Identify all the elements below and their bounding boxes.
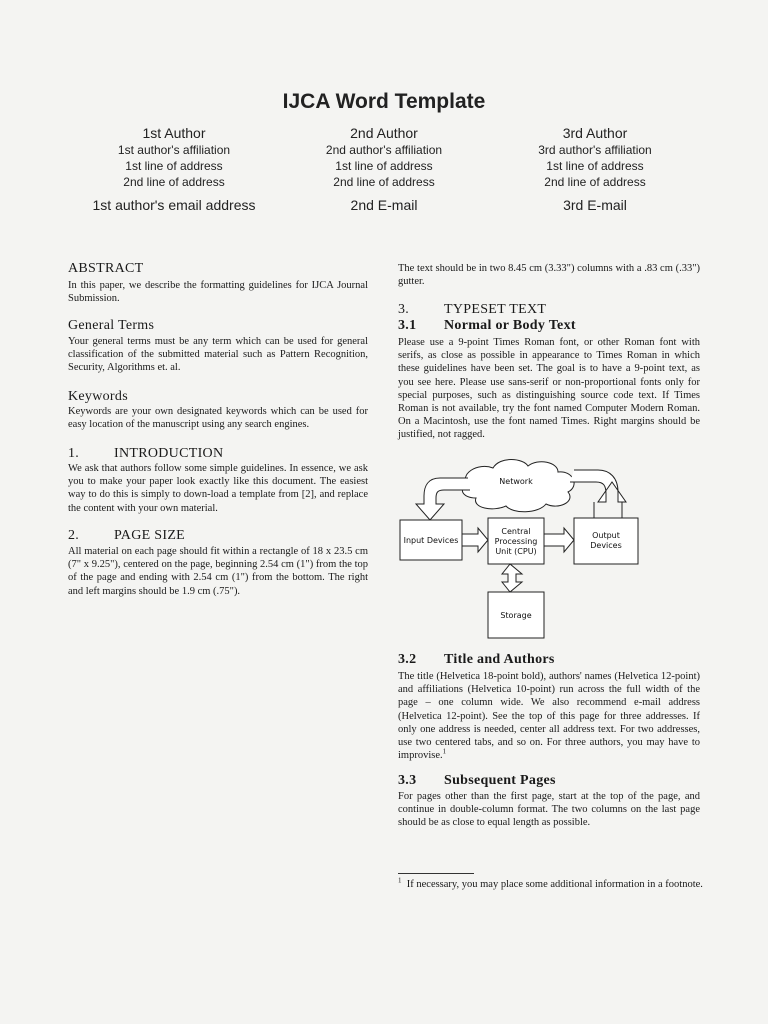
- section-number: 3.: [398, 302, 410, 317]
- normal-text-heading: [398, 318, 576, 334]
- keywords-text: Keywords are your own designated keywords which can be used for easy location of the manuscript using any search engines.: [68, 406, 368, 431]
- section-number: 2.: [68, 528, 80, 543]
- network-label: Network: [499, 477, 533, 486]
- introduction-heading: [68, 446, 223, 462]
- section-title: PAGE SIZE: [114, 528, 186, 543]
- section-title: INTRODUCTION: [114, 446, 224, 461]
- abstract-heading: ABSTRACT: [68, 261, 144, 276]
- title-authors-heading: [398, 652, 555, 668]
- author-name: 1st Author: [142, 125, 206, 141]
- section-number: 3.3: [398, 773, 417, 788]
- author-address-line1: 1st line of address: [125, 159, 223, 173]
- cpu-label-line1: Central: [501, 527, 531, 536]
- arrow-output-stem: [594, 502, 622, 518]
- subsequent-pages-heading: [398, 773, 556, 789]
- section-number: 3.1: [398, 318, 417, 333]
- page-size-text: All material on each page should fit within a rectangle of 18 x 23.5 cm (7" x 9.25"), centered on the page, beginning 2.54 cm (1") from the top of the page and ending with 2.54 cm (1") from the bottom. The right and left margins should be 1.9 cm (.75").: [68, 546, 368, 597]
- footnote: [398, 878, 709, 891]
- footnote-text: If necessary, you may place some additional information in a footnote.: [406, 879, 703, 890]
- keywords-heading: Keywords: [68, 389, 128, 404]
- input-devices-label: Input Devices: [403, 536, 459, 545]
- author-email: 1st author's email address: [92, 197, 256, 213]
- normal-text-body: Please use a 9-point Times Roman font, or other Roman font with serifs, as close as possible in appearance to Times Roman in which these guidelines have been set. The goal is to have a 9-point text, as you see here. Please use sans-serif or non-proportional fonts only for special purposes, such as distinguishing source code text. If Times Roman is not available, try the font named Computer Modern Roman. On a Macintosh, use the font named Times. Right margins should be justified, not ragged.: [398, 337, 700, 441]
- title-authors-body: The title (Helvetica 18-point bold), authors' names (Helvetica 12-point) and affiliations (Helvetica 10-point) run across the full width of the page – one column wide. We also recommend e-mail address (Helvetica 12-point). See the top of this page for three addresses. If only one address is needed, center all address text. For two addresses, use two centered tabs, and so on. For three authors, you may have to improvise.: [398, 671, 700, 762]
- abstract-text: In this paper, we describe the formatting guidelines for IJCA Journal Submission.: [68, 280, 368, 305]
- author-block-3: [480, 124, 710, 214]
- footnote-separator: [398, 873, 474, 874]
- general-terms-heading: General Terms: [68, 318, 155, 333]
- section-title: Normal or Body Text: [444, 318, 576, 333]
- output-devices-label-line2: Devices: [590, 541, 622, 550]
- storage-label: Storage: [500, 611, 532, 620]
- section-title: Title and Authors: [444, 652, 555, 667]
- author-address-line2: 2nd line of address: [544, 175, 646, 189]
- author-block-2: [269, 124, 499, 214]
- section-title: TYPESET TEXT: [444, 302, 547, 317]
- title-authors-text: [398, 670, 700, 762]
- typeset-heading: [398, 302, 546, 318]
- section-title: Subsequent Pages: [444, 773, 556, 788]
- page-size-heading: [68, 528, 185, 544]
- section-number: 3.2: [398, 652, 417, 667]
- author-address-line1: 1st line of address: [546, 159, 644, 173]
- arrow-output-to-network: [570, 470, 626, 502]
- author-affiliation: 2nd author's affiliation: [325, 143, 443, 157]
- author-address-line2: 2nd line of address: [333, 175, 435, 189]
- arrow-cpu-storage: [502, 564, 522, 592]
- author-name: 2nd Author: [350, 125, 418, 141]
- cpu-label-line3: Unit (CPU): [495, 547, 537, 556]
- output-devices-label-line1: Output: [592, 531, 620, 540]
- author-block-1: [59, 124, 289, 214]
- footnote-reference: 1: [442, 747, 447, 756]
- computer-architecture-diagram: [398, 456, 700, 656]
- author-affiliation: 3rd author's affiliation: [538, 143, 652, 157]
- author-email: 3rd E-mail: [563, 197, 627, 213]
- arrow-cpu-to-output: [544, 528, 574, 552]
- author-email: 2nd E-mail: [350, 197, 418, 213]
- arrow-network-to-input: [416, 478, 470, 520]
- paper-title: IJCA Word Template: [282, 90, 486, 113]
- author-address-line1: 1st line of address: [335, 159, 433, 173]
- author-address-line2: 2nd line of address: [123, 175, 225, 189]
- author-name: 3rd Author: [562, 125, 628, 141]
- columns-text: The text should be in two 8.45 cm (3.33") columns with a .83 cm (.33") gutter.: [398, 263, 700, 288]
- general-terms-text: Your general terms must be any term which can be used for general classification of the submitted material such as Pattern Recognition, Security, Algorithms et. al.: [68, 336, 368, 374]
- author-affiliation: 1st author's affiliation: [117, 143, 231, 157]
- arrow-input-to-cpu: [462, 528, 488, 552]
- subsequent-pages-text: For pages other than the first page, start at the top of the page, and continue in double-column format. The two columns on the last page should be as close to equal length as possible.: [398, 791, 700, 829]
- section-number: 1.: [68, 446, 80, 461]
- footnote-mark: 1: [398, 876, 402, 885]
- introduction-text: We ask that authors follow some simple guidelines. In essence, we ask you to make your paper look exactly like this document. The easiest way to do this is simply to down-load a template from [2], and replace the content with your own material.: [68, 463, 368, 514]
- cpu-label-line2: Processing: [494, 537, 538, 546]
